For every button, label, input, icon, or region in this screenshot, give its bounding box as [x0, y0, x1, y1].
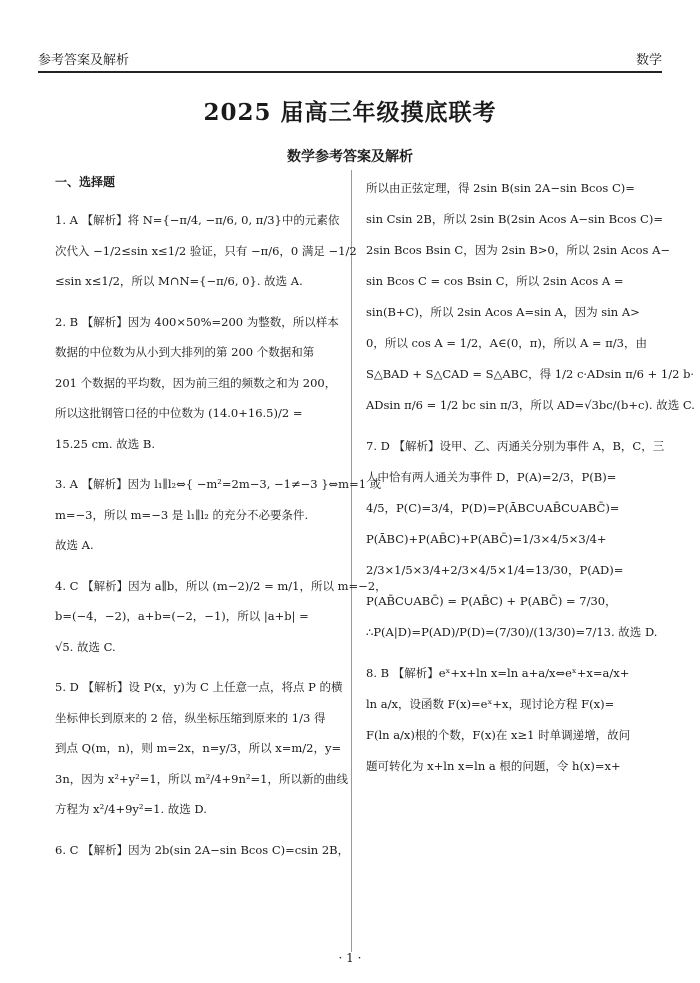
running-header	[38, 42, 662, 73]
answer-line: ≤sin x≤1/2，所以 M∩N={−π/6, 0}. 故选 A.	[55, 274, 303, 288]
answer-block	[55, 469, 382, 561]
answer-line: 坐标伸长到原来的 2 倍，纵坐标压缩到原来的 1/3 得	[55, 710, 326, 725]
answer-line: sin Csin 2B，所以 2sin B(2sin Acos A−sin Bcos C)=	[366, 212, 663, 226]
answer-block	[366, 431, 665, 648]
answer-block	[366, 658, 648, 782]
answer-line: sin Bcos C = cos Bsin C，所以 2sin Acos A =	[366, 274, 624, 288]
answer-line: b=(−4，−2)，a+b=(−2，−1)，所以 |a+b| =	[55, 609, 309, 623]
answer-line: 方程为 x²/4+9y²=1. 故选 D.	[55, 802, 207, 816]
answer-line: m=−3，所以 m=−3 是 l₁∥l₂ 的充分不必要条件.	[55, 507, 309, 522]
answer-line: 到点 Q(m，n)，则 m=2x，n=y/3，所以 x=m/2，y=	[55, 741, 342, 755]
answer-block	[55, 571, 387, 663]
answer-block	[55, 205, 357, 297]
page-title: 2025 届高三年级摸底联考	[203, 99, 497, 126]
answer-line: P(AB̄C∪ABC̄) = P(AB̄C) + P(ABC̄) = 7/30，	[366, 594, 617, 608]
left-question-list	[55, 205, 387, 865]
answer-line: F(ln a/x)根的个数，F(x)在 x≥1 时单调递增，故问	[366, 728, 631, 742]
answer-line: 2. B 【解析】因为 400×50%=200 为整数，所以样本	[55, 314, 339, 329]
answer-line: P(ĀBC)+P(AB̄C)+P(ABC̄)=1/3×4/5×3/4+	[366, 532, 607, 546]
header-subject: 数学	[635, 53, 662, 68]
header-left-text: 参考答案及解析	[38, 53, 130, 68]
answer-line: 所以由正弦定理，得 2sin B(sin 2A−sin Bcos C)=	[366, 181, 635, 195]
answer-line: 数据的中位数为从小到大排列的第 200 个数据和第	[55, 345, 315, 359]
page-number: · 1 ·	[338, 951, 362, 965]
answer-line: 4. C 【解析】因为 a∥b，所以 (m−2)/2 = m/1，所以 m=−2，	[55, 578, 387, 593]
answer-line: S△BAD + S△CAD = S△ABC，得 1/2 c·ADsin π/6 + 1/2 b·	[366, 367, 695, 381]
left-column	[55, 173, 387, 875]
column-divider	[351, 170, 352, 952]
answer-line: 5. D 【解析】设 P(x，y)为 C 上任意一点，将点 P 的横	[55, 680, 343, 694]
answer-line: 7. D 【解析】设甲、乙、丙通关分别为事件 A，B，C，三	[366, 439, 665, 453]
answer-line: 201 个数据的平均数，因为前三组的频数之和为 200，	[55, 375, 337, 390]
answer-block	[55, 307, 337, 460]
answer-block	[366, 173, 695, 421]
answer-line: 15.25 cm. 故选 B.	[55, 436, 155, 451]
answer-line: √5. 故选 C.	[55, 639, 116, 654]
answer-line: 2/3×1/5×3/4+2/3×4/5×1/4=13/30，P(AD)=	[366, 563, 624, 577]
answer-line: 3. A 【解析】因为 l₁∥l₂⇔{ −m²=2m−3, −1≠−3 }⇔m=1 或	[55, 477, 382, 491]
answer-line: 6. C 【解析】因为 2b(sin 2A−sin Bcos C)=csin 2B，	[55, 842, 350, 857]
answer-line: 次代入 −1/2≤sin x≤1/2 验证，只有 −π/6，0 满足 −1/2	[55, 243, 357, 258]
answer-line: ADsin π/6 = 1/2 bc sin π/3，所以 AD=√3bc/(b+c). 故选 C.	[366, 398, 695, 412]
answer-line: ∴P(A|D)=P(AD)/P(D)=(7/30)/(13/30)=7/13. 故选 D.	[366, 625, 658, 639]
answer-line: sin(B+C)，所以 2sin Acos A=sin A，因为 sin A>	[366, 305, 640, 319]
answer-line: 所以这批钢管口径的中位数为 (14.0+16.5)/2 =	[55, 406, 303, 420]
answer-block	[55, 672, 348, 825]
answer-line: 故选 A.	[55, 538, 94, 552]
answer-line: 0，所以 cos A = 1/2，A∈(0，π)，所以 A = π/3，由	[366, 336, 647, 350]
answer-block	[55, 835, 350, 866]
answer-line: 题可转化为 x+ln x=ln a 根的问题，令 h(x)=x+	[366, 759, 621, 773]
answer-line: 8. B 【解析】eˣ+x+ln x=ln a+a/x⇔eˣ+x=a/x+	[366, 666, 630, 680]
right-column	[366, 173, 695, 792]
answer-line: 人中恰有两人通关为事件 D，P(A)=2/3，P(B)=	[366, 470, 617, 484]
right-question-list	[366, 173, 695, 782]
page-subtitle: 数学参考答案及解析	[287, 149, 413, 165]
answer-line: 1. A 【解析】将 N={−π/4, −π/6, 0, π/3}中的元素依	[55, 213, 340, 227]
answer-line: 4/5，P(C)=3/4，P(D)=P(ĀBC∪AB̄C∪ABC̄)=	[366, 501, 620, 515]
answer-line: 3n，因为 x²+y²=1，所以 m²/4+9n²=1，所以新的曲线	[55, 771, 348, 786]
answer-line: ln a/x，设函数 F(x)=eˣ+x，现讨论方程 F(x)=	[366, 697, 615, 711]
section-heading: 一、选择题	[55, 175, 116, 189]
answer-line: 2sin Bcos Bsin C，因为 2sin B>0，所以 2sin Acos A−	[366, 243, 671, 257]
